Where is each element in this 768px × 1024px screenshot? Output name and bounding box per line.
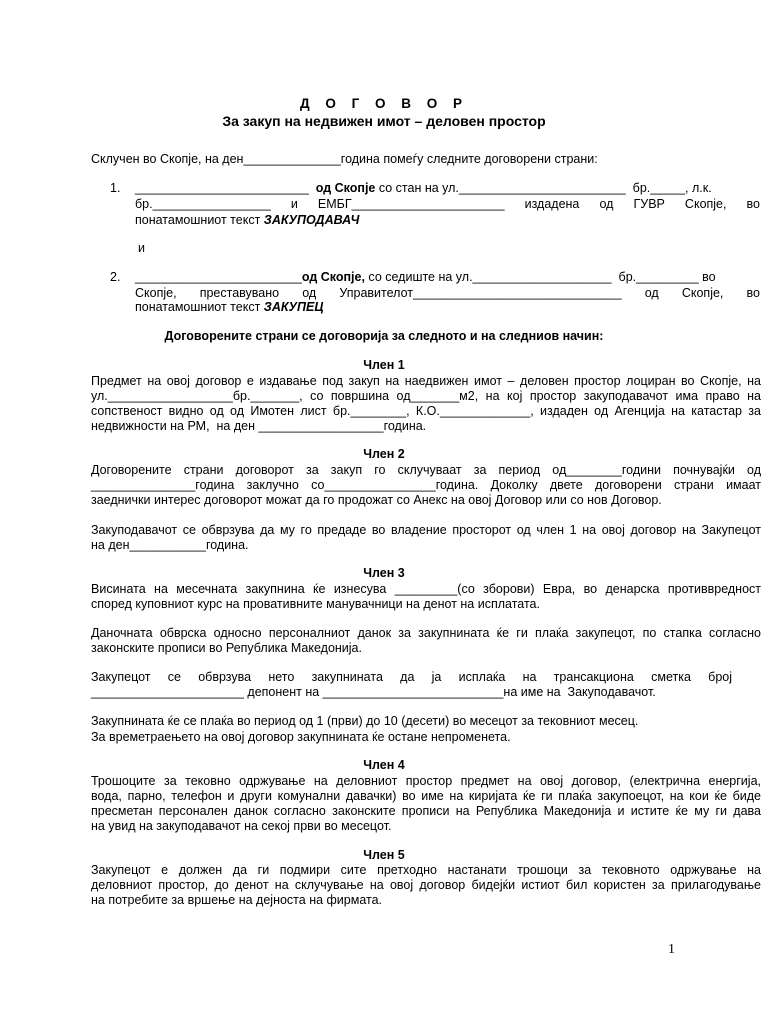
article5-line: Закупецот е должен да ги подмири сите претходно настанати трошоци за тековното одржување на: [91, 863, 761, 877]
party2-line-3: понатамошниот текст ЗАКУПЕЦ: [135, 300, 324, 314]
party1-line-3: понатамошниот текст ЗАКУПОДАВАЧ: [135, 213, 360, 227]
article3-line: законските прописи во Република Македонија.: [91, 641, 362, 655]
party1-number: 1.: [110, 181, 121, 195]
article5-line: на потребите за вршење на дејноста на фирмата.: [91, 893, 383, 907]
party2-name-blank: ________________________: [135, 270, 302, 284]
article1-line: Предмет на овој договор е издавање под закуп на наедвижен имот – деловен простор лоциран во Скопје, на: [91, 374, 761, 388]
article1-line: сопственост видно од од Имотен лист бр.________, К.О._____________, издаден од Агенција на катастар за: [91, 404, 761, 418]
party1-role: ЗАКУПОДАВАЧ: [263, 213, 360, 227]
party2-line-2: Скопје, преставувано од Управителот______________________________ од Скопје, во: [135, 286, 760, 300]
party2-city: од Скопје,: [301, 270, 365, 284]
article1-line: ул.__________________бр._______, со површина од_______м2, на кој простор закуподавачот има право на: [91, 389, 761, 403]
article1-heading: Член 1: [363, 358, 405, 372]
document-subtitle: За закуп на недвижен имот – деловен простор: [222, 113, 546, 129]
article4-line: Трошоците за тековно одржување на деловниот простор предмет на овој договор, (електрична енергија,: [91, 774, 761, 788]
party1-name-blank: _________________________: [135, 181, 309, 195]
article4-heading: Член 4: [363, 758, 405, 772]
article5-line: деловниот простор, до денот на склучување на овој договор бидејќи истиот бил користен за прилагодување: [91, 878, 761, 892]
party1-city: од Скопје: [315, 181, 376, 195]
article4-line: вода, парно, телефон и други комунални давачки) во име на киријата ќе ги плаќа закупоецот, на кои ќе биде: [91, 789, 761, 803]
party1-address: со стан на ул.________________________ бр._____, л.к.: [375, 181, 712, 195]
article5-heading: Член 5: [363, 848, 405, 862]
article3-line: Даночната обврска односно персоналниот данок за закупнината ќе ги плаќа закупецот, по стапка согласно: [91, 626, 761, 640]
page-number: 1: [668, 942, 675, 957]
article1-line: недвижности на РМ, на ден __________________година.: [91, 419, 427, 433]
article3-heading: Член 3: [363, 566, 405, 580]
article2-line: на ден___________година.: [91, 538, 249, 552]
article3-line: За времетраењето на овој договор закупнината ќе остане непроменета.: [91, 730, 511, 744]
agreement-heading: Договорените страни се договорија за следното и на следниов начин:: [164, 329, 604, 343]
article3-line: Закупецот се обврзува нето закупнината да ја исплаќа на трансакциона сметка број: [91, 670, 732, 684]
intro-line: Склучен во Скопје, на ден______________година помеѓу следните договорени страни:: [91, 152, 598, 166]
article3-line: ______________________ депонент на __________________________на име на Закуподавачот.: [91, 685, 656, 699]
party2-line-1: [135, 269, 716, 285]
document-title: Д О Г О В О Р: [299, 96, 469, 111]
article2-line: _______________година заклучно со________________година. Доколку двете договорени страни имаат: [91, 478, 761, 492]
party2-role: ЗАКУПЕЦ: [263, 300, 324, 314]
article3-line: според куповниот курс на провативните манувачници на денот на исплатата.: [91, 597, 540, 611]
article4-line: пресметан персонален данок согласно законските прописи на Република Македонија и истите ќе му ги дава: [91, 804, 761, 818]
article3-line: Закупнината ќе се плаќа во период од 1 (први) до 10 (десети) во месецот за тековниот месец.: [91, 714, 639, 728]
article2-line: Договорените страни договорот за закуп го склучуваат за период од________години почнувајќи од: [91, 463, 761, 477]
party2-number: 2.: [110, 270, 121, 284]
party1-line-1: [135, 180, 712, 196]
party2-address: со седиште на ул.____________________ бр._________ во: [364, 270, 716, 284]
article2-heading: Член 2: [363, 447, 405, 461]
party1-line-2: бр._________________ и ЕМБГ______________________ издадена од ГУВР Скопје, во: [135, 197, 760, 211]
article3-line: Висината на месечната закупнина ќе изнесува _________(со зборови) Евра, во денарска противвредност: [91, 582, 761, 596]
article2-line: заеднички интерес договорот можат да го продожат со Анекс на овој Договор или со нов Договор.: [91, 493, 662, 507]
article2-line: Закуподавачот се обврзува да му го предаде во владение просторот од член 1 на овој договор на Закупецот: [91, 523, 761, 537]
article4-line: на увид на закуподавачот на секој први во месецот.: [91, 819, 392, 833]
and-word: и: [138, 241, 145, 255]
